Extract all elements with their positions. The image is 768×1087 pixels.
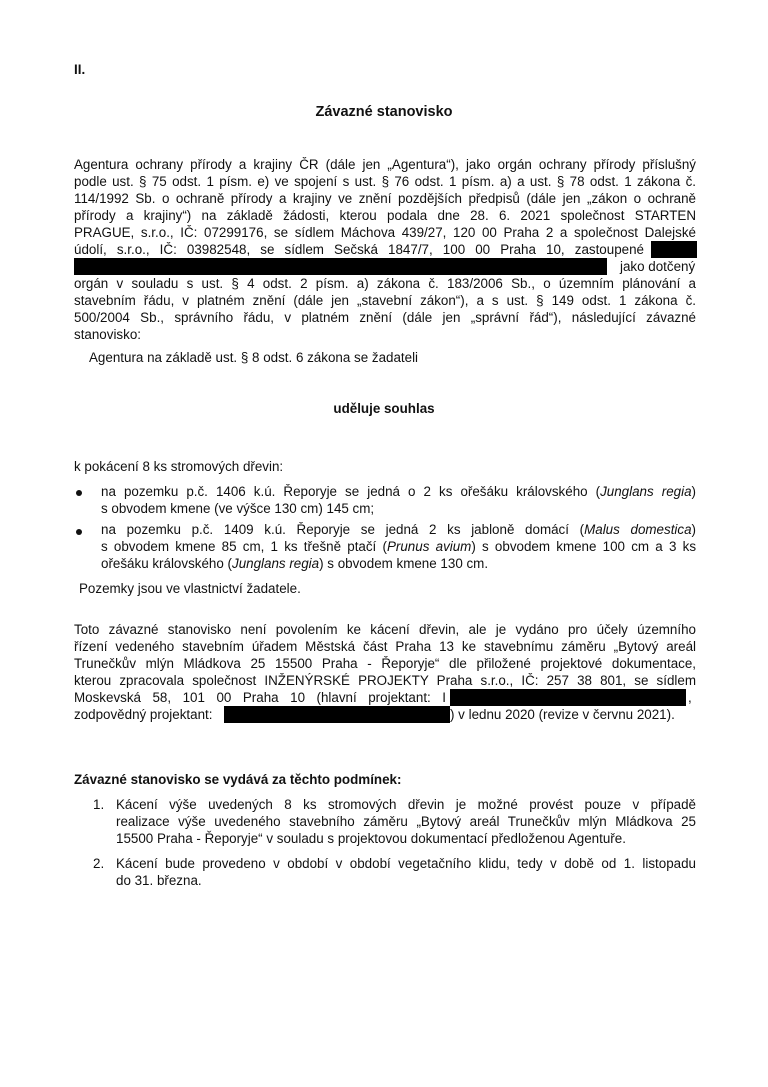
redaction-block [450, 689, 686, 706]
conditions-heading: Závazné stanovisko se vydává za těchto podmínek: [74, 772, 402, 787]
intro-line: stanovisko: [74, 327, 141, 342]
redaction-block [224, 706, 450, 723]
condition-line: do 31. března. [116, 873, 202, 888]
intro-line: podle ust. § 75 odst. 1 písm. e) ve spojení s ust. § 76 odst. 1 písm. a) a ust. § 78 odst. 1 zákona č. [74, 174, 696, 189]
decision-heading: uděluje souhlas [333, 401, 435, 416]
paragraph-line: Toto závazné stanovisko není povolením ke kácení dřevin, ale je vydáno pro účely územního [74, 622, 696, 637]
bullet-line: ořešáku královského (Junglans regia) s obvodem kmene 130 cm. [101, 556, 489, 571]
intro-line: stavebním řádu, v platném znění (dále jen „stavební zákon“), a s ust. § 149 odst. 1 zákona č. [74, 293, 696, 308]
paragraph-line: Moskevská 58, 101 00 Praha 10 (hlavní projektant: I [74, 690, 446, 705]
ownership-note: Pozemky jsou ve vlastnictví žadatele. [79, 581, 301, 596]
document-title: Závazné stanovisko [315, 104, 453, 120]
intro-line: přírody a krajiny“) na základě žádosti, kterou podala dne 28. 6. 2021 společnost STARTEN [74, 208, 696, 223]
bullet-line: na pozemku p.č. 1406 k.ú. Řeporyje se jedná o 2 ks ořešáku královského (Junglans regia) [101, 484, 696, 499]
condition-line: 15500 Praha - Řeporyje“ v souladu s projektovou dokumentací předloženou Agentuře. [116, 831, 626, 846]
redaction-block [74, 258, 607, 275]
paragraph-line: řízení vedeného stavebním úřadem Městská část Praha 13 ke stavebnímu záměru „Bytový areál [74, 639, 696, 654]
intro-line: Agentura ochrany přírody a krajiny ČR (dále jen „Agentura“), jako orgán ochrany přírody příslušný [74, 157, 696, 172]
condition-line: realizace výše uvedeného stavebního záměru „Bytový areál Trunečkův mlýn Mládkova 25 [116, 814, 696, 829]
condition-number: 1. [93, 797, 105, 812]
condition-line: Kácení výše uvedených 8 ks stromových dřevin je možné provést pouze v případě [116, 797, 696, 812]
redaction-block [651, 241, 697, 258]
intro-line: orgán v souladu s ust. § 4 odst. 2 písm. a) zákona č. 183/2006 Sb., o územním plánování a [74, 276, 696, 291]
section-number: II. [74, 62, 86, 77]
condition-number: 2. [93, 856, 105, 871]
felling-intro: k pokácení 8 ks stromových dřevin: [74, 459, 284, 474]
agency-statement: Agentura na základě ust. § 8 odst. 6 zákona se žadateli [89, 350, 419, 365]
paragraph-line-tail: , [688, 690, 692, 705]
bullet-line: na pozemku p.č. 1409 k.ú. Řeporyje se jedná 2 ks jabloně domácí (Malus domestica) [101, 522, 696, 537]
intro-line: PRAGUE, s.r.o., IČ: 07299176, se sídlem Máchova 439/27, 120 00 Praha 2 a společnost Dalejské [74, 225, 696, 240]
bullet-line: s obvodem kmene (ve výšce 130 cm) 145 cm; [101, 501, 375, 516]
bullet-line: s obvodem kmene 85 cm, 1 ks třešně ptačí (Prunus avium) s obvodem kmene 100 cm a 3 ks [101, 539, 696, 554]
paragraph-line: zodpovědný projektant: [74, 707, 213, 722]
intro-line-tail: jako dotčený [620, 259, 696, 274]
bullet-icon [76, 529, 82, 535]
intro-line: 114/1992 Sb. o ochraně přírody a krajiny ve znění pozdějších předpisů (dále jen „zákon o ochraně [74, 191, 696, 206]
paragraph-line-tail: ) v lednu 2020 (revize v červnu 2021). [450, 707, 675, 722]
condition-line: Kácení bude provedeno v období v období vegetačního klidu, tedy v době od 1. listopadu [116, 856, 696, 871]
intro-line: 500/2004 Sb., správního řádu, v platném znění (dále jen „správní řád“), následující závazné [74, 310, 696, 325]
bullet-icon [76, 490, 82, 496]
intro-line: údolí, s.r.o., IČ: 03982548, se sídlem Sečská 1847/7, 100 00 Praha 10, zastoupené [74, 242, 644, 257]
paragraph-line: Trunečkův mlýn Mládkova 25 15500 Praha - Řeporyje“ dle přiložené projektové dokumentace, [74, 656, 696, 671]
paragraph-line: kterou zpracovala společnost INŽENÝRSKÉ PROJEKTY Praha s.r.o., IČ: 257 38 801, se sídlem [74, 673, 696, 688]
